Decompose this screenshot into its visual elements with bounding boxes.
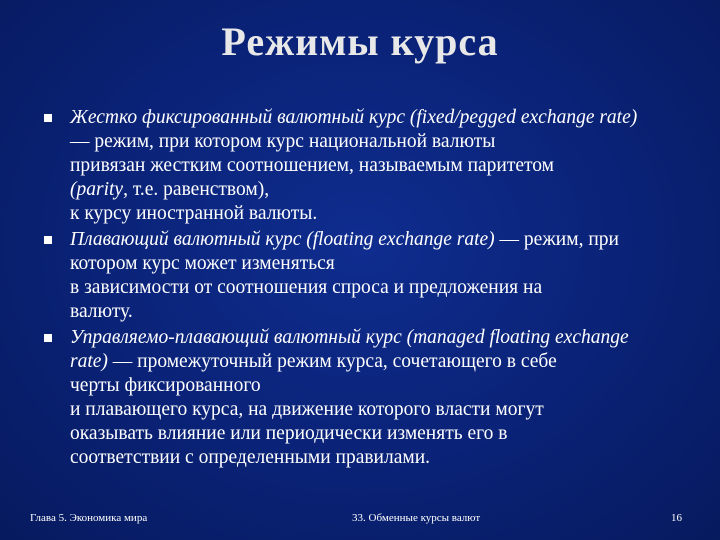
- bullet-item-managed-floating-rate: [40, 326, 670, 470]
- square-bullet-icon: [44, 114, 52, 122]
- bullet-item-fixed-rate: [40, 106, 670, 226]
- bullet-line: — режим, при котором курс национальной валюты: [70, 131, 496, 152]
- bullet-line: (parity, т.е. равенством),: [70, 179, 270, 200]
- page-number: 16: [671, 512, 682, 524]
- footer-chapter: Глава 5. Экономика мира: [30, 512, 148, 524]
- bullet-line: привязан жестким соотношением, называемым паритетом: [70, 155, 555, 176]
- bullet-line: соответствии с определенными правилами.: [70, 447, 431, 468]
- bullet-line: Жестко фиксированный валютный курс (fixed/pegged exchange rate): [70, 107, 638, 128]
- square-bullet-icon: [44, 236, 52, 244]
- bullet-line: валюту.: [70, 301, 133, 322]
- bullet-line: котором курс может изменяться: [70, 253, 335, 274]
- bullet-line: Управляемо-плавающий валютный курс (managed floating exchange: [70, 327, 629, 348]
- bullet-line: в зависимости от соотношения спроса и предложения на: [70, 277, 543, 298]
- bullet-line: к курсу иностранной валюты.: [70, 203, 318, 224]
- slide-title: Режимы курса: [221, 19, 499, 64]
- bullet-line: и плавающего курса, на движение которого власти могут: [70, 399, 544, 420]
- bullet-line: оказывать влияние или периодически изменять его в: [70, 423, 508, 444]
- bullet-item-floating-rate: [40, 228, 670, 324]
- bullet-line: Плавающий валютный курс (floating exchange rate) — режим, при: [70, 229, 619, 250]
- bullet-line: черты фиксированного: [70, 375, 261, 396]
- footer-section: 33. Обменные курсы валют: [352, 512, 481, 524]
- square-bullet-icon: [44, 334, 52, 342]
- bullet-line: rate) — промежуточный режим курса, сочетающего в себе: [70, 351, 557, 372]
- bullet-list: [40, 106, 670, 472]
